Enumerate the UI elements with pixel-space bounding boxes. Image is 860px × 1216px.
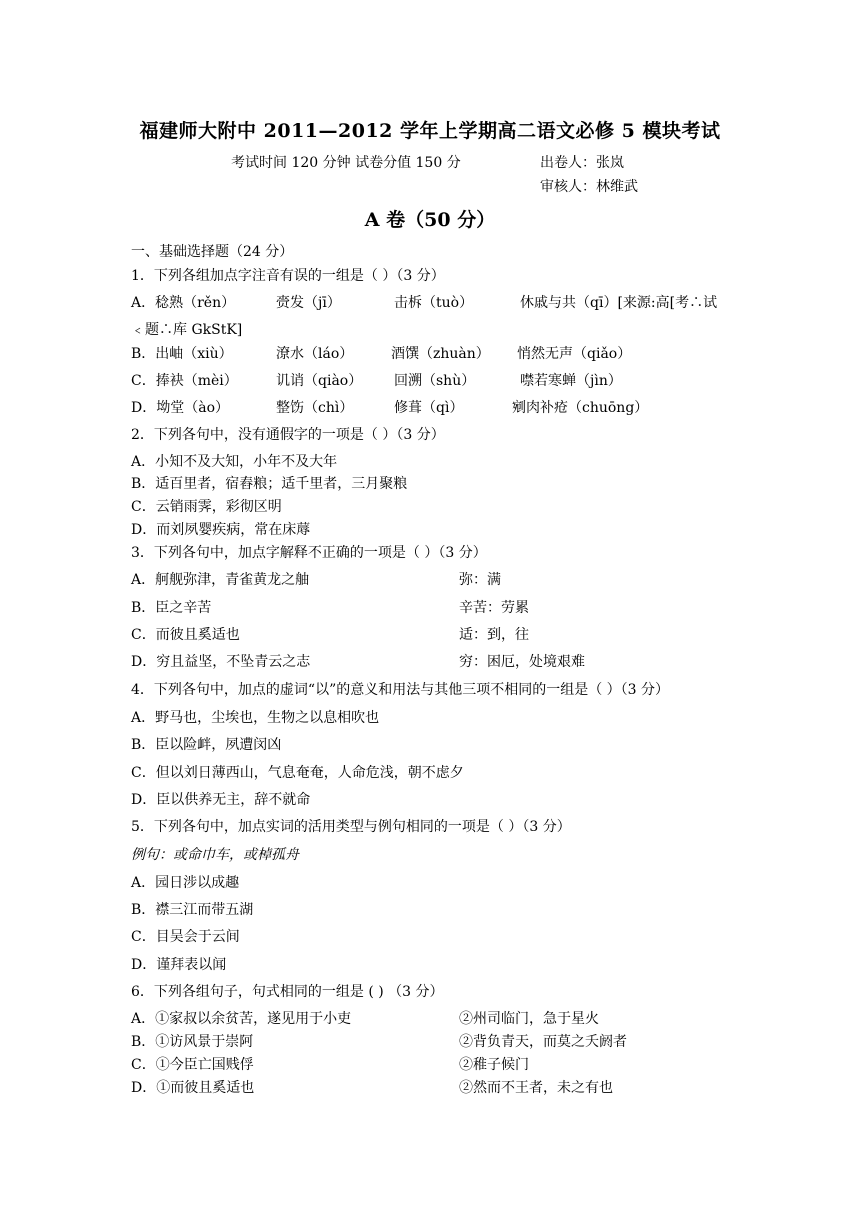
q3-option-c: C．而彼且奚适也 — [131, 627, 240, 643]
q5-option-c: C．目吴会于云间 — [131, 929, 240, 945]
q4-option-d: D．臣以供养无主，辞不就命 — [131, 792, 311, 808]
q1-option-b2: 潦水（láo） — [276, 346, 354, 362]
q6-option-b-left: B．①访风景于崇阿 — [131, 1034, 254, 1050]
q4-option-c: C．但以刘日薄西山，气息奄奄，人命危浅，朝不虑夕 — [131, 765, 464, 781]
q1-option-b3: 酒馔（zhuàn） — [391, 346, 490, 362]
q1-option-c3: 回溯（shù） — [394, 373, 476, 389]
q3-option-d: D．穷且益坚，不坠青云之志 — [131, 654, 311, 670]
q3-gloss-c: 适：到，往 — [459, 627, 529, 643]
q6-stem: 6．下列各组句子，句式相同的一组是 ( ) （3 分） — [131, 984, 444, 1000]
q6-option-d-left: D．①而彼且奚适也 — [131, 1080, 255, 1096]
q3-gloss-b: 辛苦：劳累 — [459, 600, 529, 616]
q5-option-b: B．襟三江而带五湖 — [131, 902, 254, 918]
q1-option-d1: D．坳堂（ào） — [131, 400, 229, 416]
q6-option-a-left: A．①家叔以余贫苦，遂见用于小吏 — [131, 1011, 352, 1027]
q3-gloss-d: 穷：困厄，处境艰难 — [459, 654, 585, 670]
q1-option-a4: 休戚与共（qī）[来源:高[考∴试 — [520, 295, 718, 311]
q6-option-c-left: C．①今臣亡国贱俘 — [131, 1057, 254, 1073]
q1-option-a2: 赍发（jī） — [276, 295, 341, 311]
part1-heading: 一、基础选择题（24 分） — [131, 244, 294, 260]
section-a-title: A 卷（50 分） — [364, 209, 496, 231]
exam-time-info: 考试时间 120 分钟 试卷分值 150 分 — [231, 155, 461, 171]
q6-option-a-right: ②州司临门，急于星火 — [459, 1011, 599, 1027]
q1-option-a3: 击柝（tuò） — [394, 295, 474, 311]
q1-option-c4: 噤若寒蝉（jìn） — [520, 373, 622, 389]
q4-stem: 4．下列各句中，加点的虚词“以”的意义和用法与其他三项不相同的一组是（ ）（3 分） — [131, 682, 670, 698]
q3-option-b: B．臣之辛苦 — [131, 600, 212, 616]
q5-example: 例句：或命巾车，或棹孤舟 — [131, 847, 299, 863]
q1-option-a1: A．稔熟（rěn） — [131, 295, 236, 311]
exam-title: 福建师大附中 2011—2012 学年上学期高二语文必修 5 模块考试 — [139, 120, 721, 142]
q1-option-c2: 讥诮（qiào） — [276, 373, 363, 389]
q2-option-a: A．小知不及大知，小年不及大年 — [131, 454, 338, 470]
q2-stem: 2．下列各句中，没有通假字的一项是（ ）（3 分） — [131, 427, 445, 443]
q6-option-c-right: ②稚子候门 — [459, 1057, 529, 1073]
q1-option-c1: C．捧袂（mèi） — [131, 373, 238, 389]
q6-option-d-right: ②然而不王者，未之有也 — [459, 1080, 613, 1096]
exam-reviewer: 审核人：林维武 — [540, 179, 638, 195]
q5-option-a: A．园日涉以成趣 — [131, 875, 240, 891]
q6-option-b-right: ②背负青天，而莫之夭阏者 — [459, 1034, 627, 1050]
q1-option-d4: 剜肉补疮（chuōng） — [512, 400, 649, 416]
q1-option-d2: 整饬（chì） — [276, 400, 354, 416]
q1-option-d3: 修葺（qì） — [394, 400, 464, 416]
q3-stem: 3．下列各句中，加点字解释不正确的一项是（ ）（3 分） — [131, 545, 487, 561]
q1-stem: 1．下列各组加点字注音有误的一组是（ ）（3 分） — [131, 268, 445, 284]
q3-gloss-a: 弥：满 — [459, 572, 501, 588]
q1-option-b4: 悄然无声（qiǎo） — [517, 346, 632, 362]
q4-option-b: B．臣以险衅，夙遭闵凶 — [131, 737, 282, 753]
q4-option-a: A．野马也，尘埃也，生物之以息相吹也 — [131, 710, 380, 726]
exam-author: 出卷人：张岚 — [540, 155, 624, 171]
q3-option-a: A．舸舰弥津，青雀黄龙之舳 — [131, 572, 310, 588]
q2-option-c: C．云销雨霁，彩彻区明 — [131, 499, 282, 515]
q2-option-b: B．适百里者，宿舂粮；适千里者，三月聚粮 — [131, 476, 408, 492]
q2-option-d: D．而刘夙婴疾病，常在床蓐 — [131, 522, 311, 538]
q5-stem: 5．下列各句中，加点实词的活用类型与例句相同的一项是（ ）（3 分） — [131, 819, 571, 835]
q1-option-b1: B．出岫（xiù） — [131, 346, 233, 362]
q5-option-d: D．谨拜表以闻 — [131, 957, 227, 973]
q1-option-a-cont: ﹤题∴库 GkStK] — [131, 322, 243, 338]
